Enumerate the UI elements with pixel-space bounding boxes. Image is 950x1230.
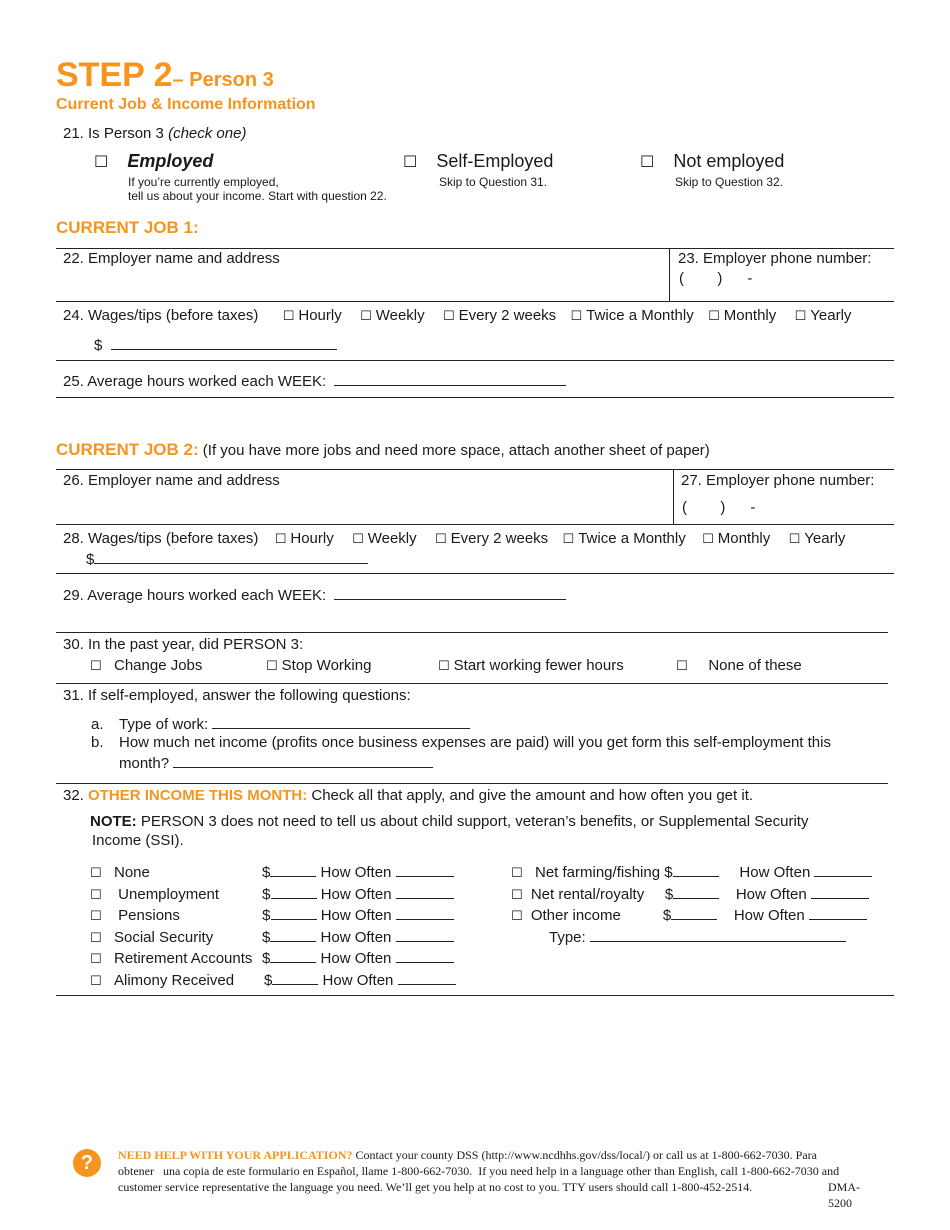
option-label: Yearly — [804, 530, 846, 547]
q21-option-self-employed[interactable] — [403, 151, 553, 172]
q31a-label: Type of work: — [119, 716, 209, 733]
divider — [56, 469, 894, 470]
checkbox-icon[interactable]: ☐ — [282, 309, 295, 324]
wage-option-twice-monthly[interactable] — [563, 530, 686, 547]
how-often-label: How Often — [735, 885, 807, 903]
wage-option-yearly[interactable] — [795, 307, 852, 324]
help-text: customer service representative the language you need. We’ll get you help at no cost to you. TTY users should call 1-800-452-2514. — [118, 1180, 753, 1194]
checkbox-icon[interactable]: ☐ — [794, 309, 807, 324]
q30-label: 30. In the past year, did PERSON 3: — [63, 636, 304, 653]
divider — [56, 248, 894, 249]
dollar-sign: $ — [264, 971, 273, 989]
how-often-line[interactable] — [396, 862, 454, 877]
checkbox-icon[interactable]: ☐ — [90, 659, 102, 674]
how-often-label: How Often — [320, 885, 392, 903]
answer-line[interactable] — [212, 714, 470, 729]
how-often-line[interactable] — [396, 948, 454, 963]
option-label: Monthly — [717, 530, 771, 547]
option-label: Self-Employed — [436, 151, 554, 171]
checkbox-icon[interactable]: ☐ — [94, 152, 109, 171]
option-label: Stop Working — [281, 657, 372, 674]
divider — [56, 632, 888, 633]
dollar-sign: $ — [262, 907, 271, 924]
income-row-none[interactable] — [90, 862, 456, 884]
income-label: Net rental/royalty — [530, 885, 645, 903]
job2-heading: CURRENT JOB 2: — [56, 440, 199, 459]
income-row-unemployment[interactable] — [90, 884, 456, 906]
income-label: None — [114, 864, 150, 881]
amount-line[interactable] — [673, 884, 719, 899]
answer-line[interactable] — [334, 585, 566, 600]
amount-line[interactable] — [272, 970, 318, 985]
q30-option-change-jobs[interactable] — [90, 657, 202, 674]
income-label: Unemployment — [118, 885, 220, 903]
amount-line[interactable] — [270, 862, 316, 877]
other-income-type[interactable] — [511, 927, 872, 949]
amount-line[interactable] — [270, 948, 316, 963]
divider — [56, 397, 894, 398]
amount-line[interactable] — [673, 862, 719, 877]
q21-employed-note — [128, 175, 387, 203]
wage-option-hourly[interactable] — [283, 307, 342, 324]
q29-hours-field[interactable] — [63, 585, 566, 604]
divider — [56, 360, 894, 361]
option-label: Monthly — [723, 307, 777, 324]
wage-option-twice-monthly[interactable] — [571, 307, 694, 324]
option-label: Change Jobs — [114, 657, 203, 674]
divider — [56, 524, 894, 525]
wage-option-hourly[interactable] — [275, 530, 334, 547]
dollar-sign: $ — [262, 864, 271, 881]
help-question-icon: ? — [73, 1149, 101, 1177]
checkbox-icon[interactable]: ☐ — [90, 930, 102, 946]
wage-option-yearly[interactable] — [789, 530, 846, 547]
income-label: Retirement Accounts — [114, 950, 253, 967]
job2-heading-row — [56, 440, 710, 460]
option-label: Weekly — [375, 307, 425, 324]
option-label: Yearly — [810, 307, 852, 324]
q21-question — [63, 125, 246, 142]
option-label: Not employed — [673, 151, 785, 171]
wage-option-monthly[interactable] — [708, 307, 776, 324]
income-row-pensions[interactable] — [90, 905, 456, 927]
divider — [56, 995, 894, 996]
dollar-sign: $ — [664, 885, 674, 903]
q31-label: 31. If self-employed, answer the following questions: — [63, 687, 411, 704]
checkbox-icon[interactable]: ☐ — [360, 309, 372, 324]
checkbox-icon[interactable]: ☐ — [708, 309, 720, 324]
how-often-line[interactable] — [811, 884, 869, 899]
how-often-label: How Often — [322, 971, 394, 989]
job2-heading-note: (If you have more jobs and need more space, attach another sheet of paper) — [202, 442, 710, 459]
checkbox-icon[interactable]: ☐ — [90, 866, 102, 881]
income-row-social-security[interactable] — [90, 927, 456, 949]
person-label: – Person 3 — [172, 69, 274, 91]
income-label: Other income — [530, 907, 621, 924]
q24-amount-field[interactable] — [94, 335, 337, 354]
option-label: Every 2 weeks — [458, 307, 557, 324]
dollar-sign: $ — [262, 950, 271, 967]
q27-phone-field[interactable]: ( ) - — [682, 499, 756, 516]
form-id-line: DMA- — [828, 1180, 860, 1194]
income-label: Net farming/fishing — [535, 864, 661, 881]
option-label: Every 2 weeks — [450, 530, 549, 547]
q31b-label: How much net income (profits once business expenses are paid) will you get form this self-employment this — [119, 734, 831, 751]
dollar-sign: $ — [662, 907, 672, 924]
answer-line[interactable] — [94, 549, 368, 564]
income-row-farming[interactable] — [511, 862, 872, 884]
how-often-label: How Often — [320, 907, 392, 924]
q31a-type-of-work[interactable] — [91, 714, 470, 733]
checkbox-icon[interactable]: ☐ — [442, 309, 455, 324]
q31b-label-cont: month? — [119, 755, 170, 772]
income-row-other[interactable] — [511, 905, 872, 927]
how-often-line[interactable] — [398, 970, 456, 985]
how-often-line[interactable] — [809, 905, 867, 920]
how-often-label: How Often — [320, 928, 392, 946]
help-footer — [118, 1147, 839, 1195]
q30-option-stop-working[interactable] — [266, 657, 371, 674]
checkbox-icon[interactable]: ☐ — [570, 309, 583, 324]
type-label: Type: — [549, 928, 586, 946]
form-id-line: 5200 — [828, 1196, 852, 1210]
note-line: tell us about your income. Start with question 22. — [128, 189, 387, 203]
how-often-label: How Often — [739, 864, 811, 881]
option-label: Weekly — [367, 530, 417, 547]
q32-heading: OTHER INCOME THIS MONTH: — [88, 787, 308, 804]
q21-hint: (check one) — [168, 125, 247, 142]
checkbox-icon[interactable]: ☐ — [640, 152, 655, 171]
checkbox-icon[interactable]: ☐ — [511, 887, 523, 903]
q21-self-employed-note: Skip to Question 31. — [439, 175, 548, 189]
dollar-sign: $ — [86, 551, 95, 568]
q28-label: 28. Wages/tips (before taxes) — [63, 530, 259, 547]
q23-phone-field[interactable]: ( ) - — [679, 270, 753, 287]
checkbox-icon[interactable]: ☐ — [434, 532, 447, 547]
amount-line[interactable] — [271, 884, 317, 899]
q25-label: 25. Average hours worked each WEEK: — [63, 373, 327, 390]
help-text: Contact your county DSS (http://www.ncdhhs.gov/dss/local/) or call us at 1-800-662-7030. Para — [355, 1148, 817, 1162]
q24-wages-row — [63, 307, 851, 324]
income-row-rental[interactable] — [511, 884, 872, 906]
note-label: NOTE: — [90, 813, 137, 830]
how-often-label: How Often — [320, 950, 392, 967]
q32-note — [90, 813, 880, 849]
q30-option-fewer-hours[interactable] — [438, 657, 624, 674]
q21-option-not-employed[interactable] — [640, 151, 784, 172]
checkbox-icon[interactable]: ☐ — [90, 887, 102, 903]
option-label: Hourly — [298, 307, 342, 324]
q24-label: 24. Wages/tips (before taxes) — [63, 307, 259, 324]
wage-option-every-2-weeks[interactable] — [443, 307, 556, 324]
help-headline: NEED HELP WITH YOUR APPLICATION? — [118, 1148, 353, 1162]
checkbox-icon[interactable]: ☐ — [90, 909, 102, 924]
how-often-label: How Often — [320, 864, 392, 881]
page-title — [56, 56, 274, 95]
answer-line[interactable] — [334, 371, 566, 386]
checkbox-icon[interactable]: ☐ — [90, 952, 102, 967]
q28-wages-row — [63, 530, 845, 547]
q25-hours-field[interactable] — [63, 371, 566, 390]
option-label: Twice a Monthly — [578, 530, 686, 547]
divider — [56, 683, 888, 684]
option-label: Start working fewer hours — [453, 657, 624, 674]
step-label: STEP 2 — [56, 56, 173, 94]
answer-line[interactable] — [173, 753, 433, 768]
note-text: Income (SSI). — [92, 832, 184, 849]
wage-option-every-2-weeks[interactable] — [435, 530, 548, 547]
page-subtitle: Current Job & Income Information — [56, 96, 316, 113]
checkbox-icon[interactable]: ☐ — [403, 152, 418, 171]
option-label: Twice a Monthly — [586, 307, 694, 324]
q23-employer-phone-label: 23. Employer phone number: — [678, 250, 872, 267]
option-label: Hourly — [290, 530, 334, 547]
divider — [56, 573, 894, 574]
q28-amount-field[interactable] — [86, 549, 368, 568]
checkbox-icon[interactable]: ☐ — [438, 659, 450, 674]
q30-option-none[interactable] — [676, 657, 802, 674]
item-marker: b. — [91, 734, 104, 751]
divider — [56, 783, 888, 784]
checkbox-icon[interactable]: ☐ — [90, 973, 102, 989]
how-often-line[interactable] — [814, 862, 872, 877]
divider — [669, 248, 670, 301]
income-left-column — [90, 862, 456, 991]
checkbox-icon[interactable]: ☐ — [511, 909, 523, 924]
checkbox-icon[interactable]: ☐ — [676, 659, 688, 674]
amount-line[interactable] — [271, 905, 317, 920]
q21-not-employed-note: Skip to Question 32. — [675, 175, 784, 189]
checkbox-icon[interactable]: ☐ — [788, 532, 801, 547]
q32-instruction: Check all that apply, and give the amount and how often you get it. — [311, 787, 754, 804]
q31b-net-income[interactable] — [91, 734, 881, 772]
income-label: Pensions — [118, 907, 180, 924]
income-right-column — [511, 862, 872, 948]
income-row-retirement[interactable] — [90, 948, 456, 970]
income-row-alimony[interactable] — [90, 970, 456, 992]
how-often-label: How Often — [733, 907, 805, 924]
form-id — [828, 1179, 860, 1211]
checkbox-icon[interactable]: ☐ — [511, 866, 523, 881]
answer-line[interactable] — [111, 335, 337, 350]
q26-employer-name-field[interactable]: 26. Employer name and address — [63, 472, 280, 489]
q21-option-employed[interactable] — [94, 151, 213, 172]
amount-line[interactable] — [671, 905, 717, 920]
item-marker: a. — [91, 716, 104, 733]
amount-line[interactable] — [270, 927, 316, 942]
note-line: If you’re currently employed, — [128, 175, 279, 189]
dollar-sign: $ — [94, 337, 103, 354]
q21-label: 21. Is Person 3 — [63, 125, 164, 142]
dollar-sign: $ — [664, 864, 673, 881]
q22-employer-name-field[interactable]: 22. Employer name and address — [63, 250, 280, 267]
income-label: Alimony Received — [114, 971, 235, 989]
answer-line[interactable] — [590, 927, 846, 942]
how-often-line[interactable] — [396, 905, 454, 920]
wage-option-weekly[interactable] — [360, 307, 425, 324]
q32-number: 32. — [63, 787, 84, 804]
divider — [56, 301, 894, 302]
checkbox-icon[interactable]: ☐ — [266, 659, 278, 674]
divider — [673, 469, 674, 524]
job1-heading: CURRENT JOB 1: — [56, 218, 199, 237]
income-label: Social Security — [114, 928, 214, 946]
how-often-line[interactable] — [396, 884, 454, 899]
checkbox-icon[interactable]: ☐ — [702, 532, 714, 547]
q29-label: 29. Average hours worked each WEEK: — [63, 587, 327, 604]
checkbox-icon[interactable]: ☐ — [274, 532, 287, 547]
q27-employer-phone-label: 27. Employer phone number: — [681, 472, 875, 489]
dollar-sign: $ — [262, 885, 271, 903]
q32-heading-row — [63, 787, 753, 804]
checkbox-icon[interactable]: ☐ — [352, 532, 364, 547]
option-label: Employed — [127, 151, 214, 171]
help-text: obtener una copia de este formulario en Español, llame 1-800-662-7030. If you need help in a language other than English, call 1-800-662-7030 and — [118, 1164, 840, 1178]
dollar-sign: $ — [262, 928, 271, 946]
note-text: PERSON 3 does not need to tell us about child support, veteran’s benefits, or Supplemental Security — [140, 813, 809, 830]
how-often-line[interactable] — [396, 927, 454, 942]
option-label: None of these — [708, 657, 802, 674]
wage-option-weekly[interactable] — [352, 530, 417, 547]
wage-option-monthly[interactable] — [702, 530, 770, 547]
checkbox-icon[interactable]: ☐ — [562, 532, 575, 547]
